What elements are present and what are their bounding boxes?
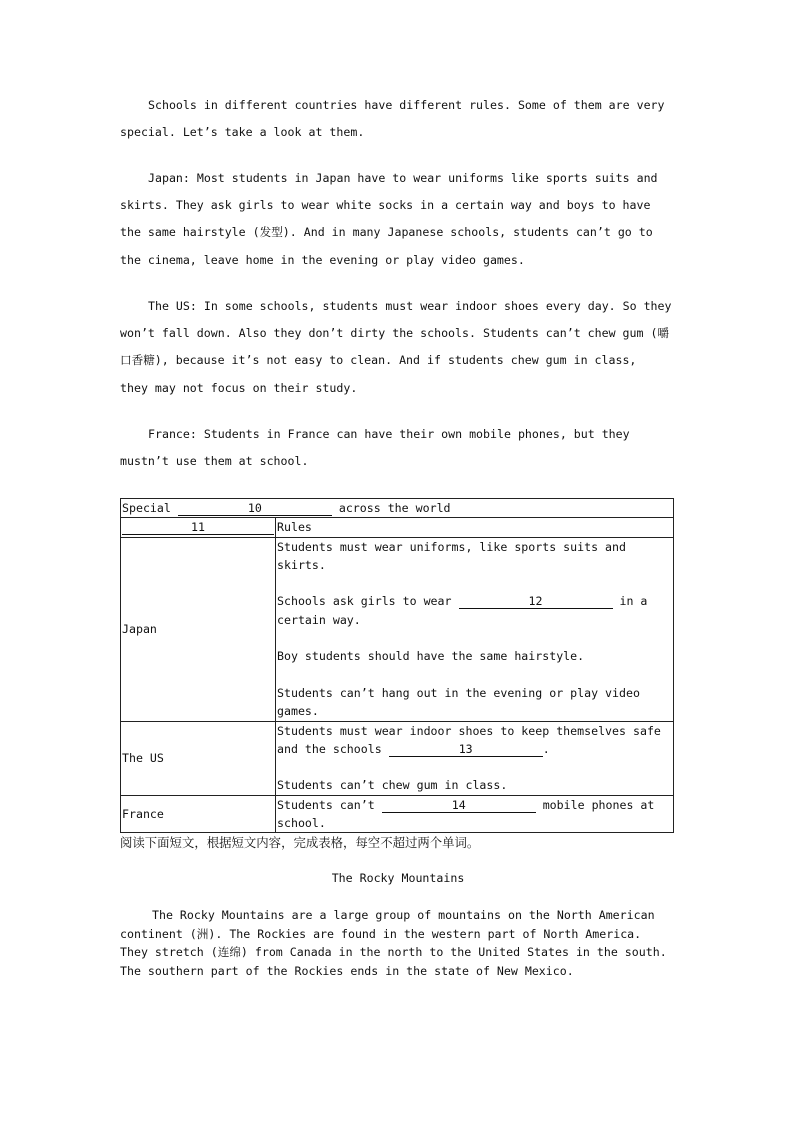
rules-table: [120, 498, 674, 833]
paragraph-japan: Japan: Most students in Japan have to wear uniforms like sports suits and skirts. They ask girls to wear white socks in a certain way and boys to have the same hairstyle (发型). And in many Japanese schools, students can’t go to the cinema, leave home in the evening or play video games.: [120, 171, 658, 267]
paragraph-france: France: Students in France can have their own mobile phones, but they mustn’t use them at school.: [120, 427, 630, 469]
table-row-japan: [121, 537, 674, 721]
instruction-text: 阅读下面短文，根据短文内容，完成表格，每空不超过两个单词。: [120, 835, 480, 850]
blank-13[interactable]: 13: [389, 743, 543, 757]
paragraph-intro: Schools in different countries have different rules. Some of them are very special. Let’s take a look at them.: [120, 98, 665, 140]
table-row-us: [121, 721, 674, 795]
blank-11[interactable]: 11: [122, 521, 274, 535]
table-header-row: [121, 518, 674, 537]
blank-10[interactable]: 10: [178, 502, 332, 516]
paragraph-rocky-mountains: The Rocky Mountains are a large group of mountains on the North American continent (洲). The Rockies are found in the western part of North America. They stretch (连绵) from Canada in the north to the United States in the south. The southern part of the Rockies ends in the state of New Mexico.: [120, 908, 667, 978]
blank-14[interactable]: 14: [382, 799, 536, 813]
rules-us: Students must wear indoor shoes to keep themselves safe and the schools 13 . Students can’t chew gum in class.: [276, 721, 674, 795]
paragraph-us: The US: In some schools, students must wear indoor shoes every day. So they won’t fall down. Also they don’t dirty the schools. Students can’t chew gum (嚼 口香糖), because it’s not easy to clean. And if students chew gum in class, they may not focus on their study.: [120, 299, 672, 395]
blank-12[interactable]: 12: [459, 595, 613, 609]
table-row-france: [121, 795, 674, 833]
country-us: The US: [121, 721, 276, 795]
header-blank-cell: [121, 518, 276, 537]
country-france: France: [121, 795, 276, 833]
rules-france: Students can’t 14 mobile phones at school.: [276, 795, 674, 833]
header-rules-cell: Rules: [276, 518, 674, 537]
table-title-row: [121, 499, 674, 518]
rules-japan: Students must wear uniforms, like sports suits and skirts. Schools ask girls to wear 12 in a certain way. Boy students should have the same hairstyle. Students can’t hang out in the evening or play video games.: [276, 537, 674, 721]
passage-title: The Rocky Mountains: [331, 871, 465, 885]
country-japan: Japan: [121, 537, 276, 721]
table-title-cell: Special 10 across the world: [121, 499, 674, 518]
